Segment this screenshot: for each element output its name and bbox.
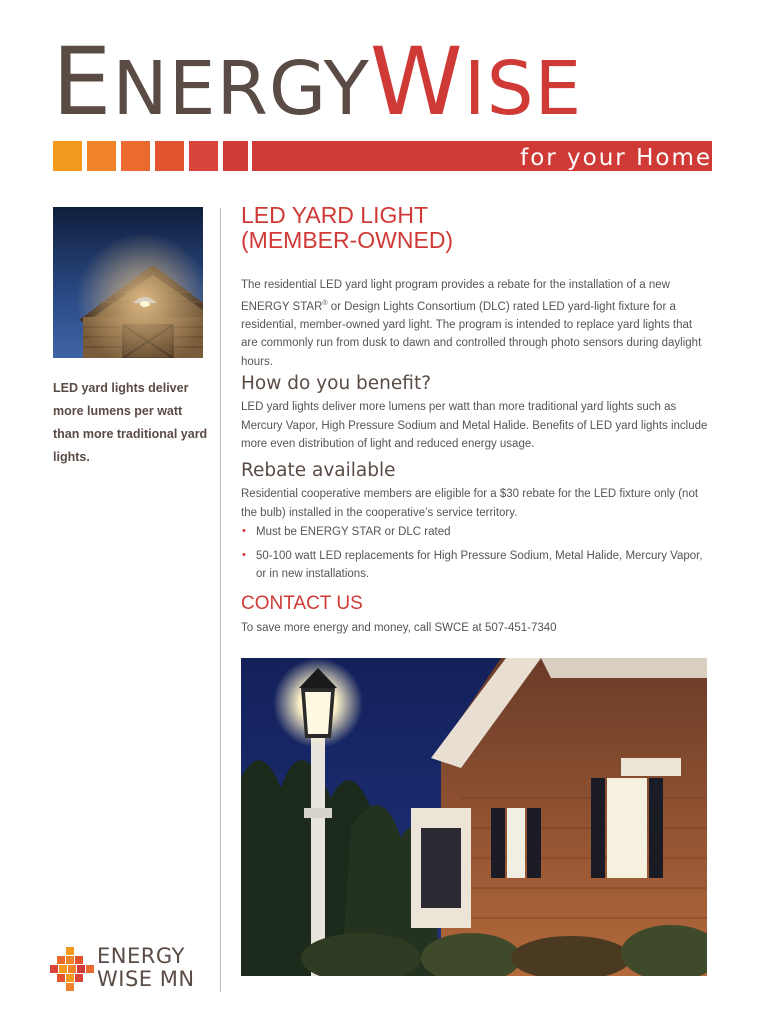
benefit-paragraph: LED yard lights deliver more lumens per watt than more traditional yard lights such as Mercury Vapor, High Pressure Sodium and Metal Halide. Benefits of LED yard lights include more even distribution of light and reduced energy usage.	[241, 401, 708, 450]
color-swatch-5	[189, 141, 218, 171]
logo-grid-icon	[50, 945, 94, 993]
page-title-line2: (MEMBER-OWNED)	[241, 227, 454, 253]
page-title	[241, 203, 711, 253]
rebate-heading: Rebate available	[241, 460, 396, 481]
rebate-requirements-list	[241, 523, 711, 589]
brand-wise-initial: W	[369, 28, 464, 137]
logo-text-line1: ENERGY	[97, 944, 185, 968]
list-item: • 50-100 watt LED replacements for High Pressure Sodium, Metal Halide, Mercury Vapor, or in new installations.	[241, 547, 711, 583]
logo-text	[97, 945, 195, 991]
list-item: • Must be ENERGY STAR or DLC rated	[241, 523, 711, 541]
brand-energy-rest: NERGY	[112, 46, 370, 132]
color-swatch-3	[121, 141, 150, 171]
color-swatch-2	[87, 141, 116, 171]
intro-text-start: The residential LED yard light program provides a rebate for the installation of a new ENERGY STAR	[241, 279, 670, 313]
column-divider	[220, 208, 221, 992]
color-swatch-1	[53, 141, 82, 171]
benefit-heading: How do you benefit?	[241, 373, 432, 394]
logo-text-line2: WISE MN	[97, 967, 195, 991]
house-yard-light-photo	[241, 658, 707, 976]
rebate-paragraph: Residential cooperative members are eligible for a $30 rebate for the LED fixture only (not the bulb) installed in the cooperative’s service territory.	[241, 488, 699, 519]
brand-title	[52, 28, 583, 137]
contact-heading: CONTACT US	[241, 593, 363, 614]
sidebar-callout: LED yard lights deliver more lumens per watt than more traditional yard lights.	[53, 381, 208, 464]
brand-energy-initial: E	[52, 28, 113, 137]
brand-wise-rest: ISE	[463, 46, 583, 132]
registered-mark: ®	[322, 299, 328, 307]
barn-yard-light-photo	[53, 207, 203, 358]
tagline-bar	[252, 141, 712, 171]
intro-paragraph	[241, 276, 711, 371]
color-swatch-4	[155, 141, 184, 171]
tagline: for your Home	[520, 145, 712, 171]
page-title-line1: LED YARD LIGHT	[241, 202, 429, 228]
intro-text-end: or Design Lights Consortium (DLC) rated LED yard-light fixture for a residential, member-owned yard light. The program is intended to replace yard lights that are commonly run from dusk to dawn and controlled through photo sensors during daylight hours.	[241, 300, 702, 368]
color-swatch-6	[223, 141, 248, 171]
contact-text: To save more energy and money, call SWCE at 507-451-7340	[241, 622, 557, 634]
